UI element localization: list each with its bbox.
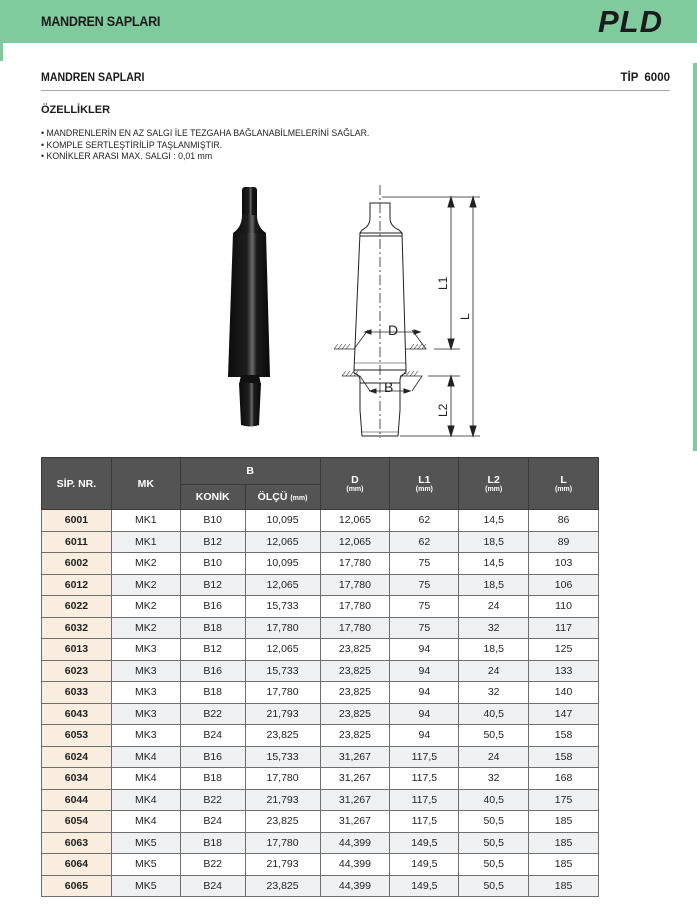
cell-sip-nr: 6032 xyxy=(42,617,112,639)
cell-d: 31,267 xyxy=(320,768,390,790)
cell-l2: 18,5 xyxy=(459,531,529,553)
cell-mk: MK5 xyxy=(111,854,180,876)
cell-l: 158 xyxy=(529,725,599,747)
feature-item: • KONİKLER ARASI MAX. SALGI : 0,01 mm xyxy=(41,151,369,163)
cell-konik: B10 xyxy=(180,553,245,575)
cell-l1: 117,5 xyxy=(390,789,459,811)
cell-l2: 40,5 xyxy=(459,703,529,725)
cell-d: 31,267 xyxy=(320,746,390,768)
unit-label: (mm) xyxy=(346,486,364,493)
cell-olcu: 17,780 xyxy=(245,682,320,704)
label-L2: L2 xyxy=(436,403,450,417)
cell-konik: B18 xyxy=(180,768,245,790)
col-header-b: B xyxy=(180,458,320,485)
col-header-l xyxy=(529,458,599,510)
cell-l2: 50,5 xyxy=(459,854,529,876)
photo-taper-body xyxy=(228,233,270,377)
cell-sip-nr: 6033 xyxy=(42,682,112,704)
cell-l: 133 xyxy=(529,660,599,682)
cell-d: 44,399 xyxy=(320,854,390,876)
cell-sip-nr: 6034 xyxy=(42,768,112,790)
table-row xyxy=(42,660,599,682)
cell-konik: B12 xyxy=(180,639,245,661)
cell-mk: MK2 xyxy=(111,596,180,618)
cell-d: 23,825 xyxy=(320,703,390,725)
cell-l: 185 xyxy=(529,854,599,876)
col-header-l2-label: L2 xyxy=(487,474,500,486)
cell-olcu: 15,733 xyxy=(245,596,320,618)
table-row xyxy=(42,617,599,639)
cell-l1: 75 xyxy=(390,574,459,596)
cell-d: 31,267 xyxy=(320,811,390,833)
col-header-l-label: L xyxy=(560,474,567,486)
cell-sip-nr: 6044 xyxy=(42,789,112,811)
table-row xyxy=(42,639,599,661)
cell-d: 23,825 xyxy=(320,725,390,747)
unit-label: (mm) xyxy=(485,486,503,493)
cell-mk: MK2 xyxy=(111,553,180,575)
cell-konik: B16 xyxy=(180,596,245,618)
cell-mk: MK3 xyxy=(111,725,180,747)
technical-drawing xyxy=(320,180,490,440)
cell-d: 17,780 xyxy=(320,553,390,575)
section-divider xyxy=(41,90,670,91)
unit-label: (mm) xyxy=(415,486,433,493)
cell-l2: 14,5 xyxy=(459,553,529,575)
col-header-olcu-label: ÖLÇÜ xyxy=(257,491,288,503)
cell-l2: 32 xyxy=(459,617,529,639)
cell-l2: 50,5 xyxy=(459,832,529,854)
cell-l1: 62 xyxy=(390,531,459,553)
cell-l2: 18,5 xyxy=(459,574,529,596)
cell-l1: 94 xyxy=(390,682,459,704)
feature-item: • MANDRENLERİN EN AZ SALGI İLE TEZGAHA BAĞLANABİLMELERİNİ SAĞLAR. xyxy=(41,128,369,140)
cell-sip-nr: 6023 xyxy=(42,660,112,682)
cell-l2: 24 xyxy=(459,596,529,618)
cell-mk: MK4 xyxy=(111,789,180,811)
type-label: TİP 6000 xyxy=(620,72,670,84)
cell-d: 17,780 xyxy=(320,596,390,618)
cell-olcu: 23,825 xyxy=(245,725,320,747)
cell-sip-nr: 6001 xyxy=(42,510,112,532)
cell-olcu: 17,780 xyxy=(245,617,320,639)
cell-konik: B22 xyxy=(180,789,245,811)
cell-konik: B24 xyxy=(180,811,245,833)
cell-l: 86 xyxy=(529,510,599,532)
features-list xyxy=(41,128,398,163)
table-row xyxy=(42,510,599,532)
cell-l2: 50,5 xyxy=(459,725,529,747)
cell-olcu: 21,793 xyxy=(245,789,320,811)
cell-l2: 32 xyxy=(459,682,529,704)
cell-l: 185 xyxy=(529,811,599,833)
cell-sip-nr: 6043 xyxy=(42,703,112,725)
cell-l: 185 xyxy=(529,875,599,897)
feature-item: • KOMPLE SERTLEŞTİRİLİP TAŞLANMIŞTIR. xyxy=(41,140,369,152)
cell-l2: 24 xyxy=(459,660,529,682)
cell-l1: 94 xyxy=(390,725,459,747)
table-row xyxy=(42,553,599,575)
cell-l1: 117,5 xyxy=(390,811,459,833)
cell-konik: B24 xyxy=(180,875,245,897)
cell-d: 17,780 xyxy=(320,617,390,639)
col-header-sip: SİP. NR. xyxy=(42,458,112,510)
cell-sip-nr: 6012 xyxy=(42,574,112,596)
cell-mk: MK3 xyxy=(111,703,180,725)
cell-l2: 50,5 xyxy=(459,811,529,833)
left-accent-stripe xyxy=(0,43,3,61)
cell-l2: 24 xyxy=(459,746,529,768)
cell-l2: 18,5 xyxy=(459,639,529,661)
cell-l1: 75 xyxy=(390,596,459,618)
cell-sip-nr: 6022 xyxy=(42,596,112,618)
label-L1: L1 xyxy=(436,276,450,290)
cell-l1: 117,5 xyxy=(390,768,459,790)
table-row xyxy=(42,725,599,747)
col-header-d xyxy=(320,458,390,510)
cell-sip-nr: 6013 xyxy=(42,639,112,661)
cell-mk: MK1 xyxy=(111,510,180,532)
cell-l2: 40,5 xyxy=(459,789,529,811)
col-header-l1-label: L1 xyxy=(418,474,431,486)
table-row xyxy=(42,531,599,553)
cell-l: 168 xyxy=(529,768,599,790)
col-header-l1 xyxy=(390,458,459,510)
spec-table xyxy=(41,457,599,897)
cell-mk: MK3 xyxy=(111,682,180,704)
cell-l1: 75 xyxy=(390,617,459,639)
cell-l2: 50,5 xyxy=(459,875,529,897)
col-header-mk: MK xyxy=(111,458,180,510)
table-row xyxy=(42,768,599,790)
cell-konik: B10 xyxy=(180,510,245,532)
cell-olcu: 15,733 xyxy=(245,660,320,682)
cell-konik: B22 xyxy=(180,703,245,725)
cell-sip-nr: 6053 xyxy=(42,725,112,747)
cell-l: 140 xyxy=(529,682,599,704)
cell-olcu: 21,793 xyxy=(245,854,320,876)
cell-olcu: 12,065 xyxy=(245,639,320,661)
cell-d: 12,065 xyxy=(320,531,390,553)
cell-l: 185 xyxy=(529,832,599,854)
cell-l: 125 xyxy=(529,639,599,661)
cell-olcu: 23,825 xyxy=(245,875,320,897)
cell-d: 44,399 xyxy=(320,832,390,854)
cell-olcu: 17,780 xyxy=(245,832,320,854)
cell-mk: MK4 xyxy=(111,768,180,790)
cell-l2: 32 xyxy=(459,768,529,790)
table-row xyxy=(42,832,599,854)
label-D: D xyxy=(388,322,399,338)
cell-l1: 94 xyxy=(390,703,459,725)
cell-d: 23,825 xyxy=(320,639,390,661)
cell-olcu: 10,095 xyxy=(245,553,320,575)
cell-l: 158 xyxy=(529,746,599,768)
table-row xyxy=(42,811,599,833)
cell-l: 106 xyxy=(529,574,599,596)
features-title: ÖZELLİKLER xyxy=(41,104,111,116)
cell-sip-nr: 6065 xyxy=(42,875,112,897)
cell-mk: MK5 xyxy=(111,832,180,854)
cell-l1: 94 xyxy=(390,660,459,682)
cell-l: 89 xyxy=(529,531,599,553)
cell-sip-nr: 6064 xyxy=(42,854,112,876)
cell-olcu: 10,095 xyxy=(245,510,320,532)
cell-konik: B24 xyxy=(180,725,245,747)
cell-sip-nr: 6002 xyxy=(42,553,112,575)
cell-konik: B18 xyxy=(180,617,245,639)
table-row xyxy=(42,789,599,811)
cell-konik: B18 xyxy=(180,682,245,704)
table-body xyxy=(42,510,599,897)
cell-konik: B12 xyxy=(180,531,245,553)
table-row xyxy=(42,596,599,618)
col-header-l2 xyxy=(459,458,529,510)
cell-olcu: 23,825 xyxy=(245,811,320,833)
cell-sip-nr: 6054 xyxy=(42,811,112,833)
product-photo xyxy=(225,185,275,430)
table-row xyxy=(42,703,599,725)
cell-konik: B18 xyxy=(180,832,245,854)
cell-mk: MK3 xyxy=(111,660,180,682)
right-accent-bar xyxy=(693,63,697,451)
table-row xyxy=(42,574,599,596)
cell-d: 12,065 xyxy=(320,510,390,532)
cell-d: 44,399 xyxy=(320,875,390,897)
table-row xyxy=(42,682,599,704)
cell-l: 110 xyxy=(529,596,599,618)
cell-d: 31,267 xyxy=(320,789,390,811)
cell-l1: 62 xyxy=(390,510,459,532)
cell-l1: 149,5 xyxy=(390,854,459,876)
cell-l1: 149,5 xyxy=(390,832,459,854)
label-L: L xyxy=(458,313,472,320)
cell-konik: B12 xyxy=(180,574,245,596)
cell-konik: B22 xyxy=(180,854,245,876)
col-header-olcu xyxy=(245,485,320,510)
cell-olcu: 15,733 xyxy=(245,746,320,768)
cell-l1: 75 xyxy=(390,553,459,575)
cell-olcu: 17,780 xyxy=(245,768,320,790)
cell-sip-nr: 6011 xyxy=(42,531,112,553)
col-header-konik: KONİK xyxy=(180,485,245,510)
photo-shank xyxy=(239,383,261,427)
cell-konik: B16 xyxy=(180,746,245,768)
cell-mk: MK2 xyxy=(111,617,180,639)
cell-l1: 149,5 xyxy=(390,875,459,897)
cell-d: 23,825 xyxy=(320,682,390,704)
cell-l: 117 xyxy=(529,617,599,639)
cell-sip-nr: 6063 xyxy=(42,832,112,854)
category-title: MANDREN SAPLARI xyxy=(41,13,161,29)
cell-mk: MK3 xyxy=(111,639,180,661)
cell-l2: 14,5 xyxy=(459,510,529,532)
label-B: B xyxy=(384,379,394,395)
cell-d: 23,825 xyxy=(320,660,390,682)
cell-mk: MK5 xyxy=(111,875,180,897)
cell-olcu: 12,065 xyxy=(245,531,320,553)
cell-l: 147 xyxy=(529,703,599,725)
cell-mk: MK2 xyxy=(111,574,180,596)
section-title: MANDREN SAPLARI xyxy=(41,72,145,84)
cell-sip-nr: 6024 xyxy=(42,746,112,768)
drawing-tip xyxy=(360,203,402,233)
cell-konik: B16 xyxy=(180,660,245,682)
cell-d: 17,780 xyxy=(320,574,390,596)
cell-olcu: 21,793 xyxy=(245,703,320,725)
table-row xyxy=(42,875,599,897)
cell-l1: 94 xyxy=(390,639,459,661)
col-header-d-label: D xyxy=(351,474,359,486)
cell-mk: MK4 xyxy=(111,811,180,833)
cell-l: 103 xyxy=(529,553,599,575)
cell-mk: MK1 xyxy=(111,531,180,553)
cell-mk: MK4 xyxy=(111,746,180,768)
cell-l: 175 xyxy=(529,789,599,811)
table-row xyxy=(42,746,599,768)
cell-l1: 117,5 xyxy=(390,746,459,768)
table-row xyxy=(42,854,599,876)
unit-label: (mm) xyxy=(290,495,308,502)
brand-logo: PLD xyxy=(598,4,663,39)
cell-olcu: 12,065 xyxy=(245,574,320,596)
unit-label: (mm) xyxy=(554,486,573,493)
